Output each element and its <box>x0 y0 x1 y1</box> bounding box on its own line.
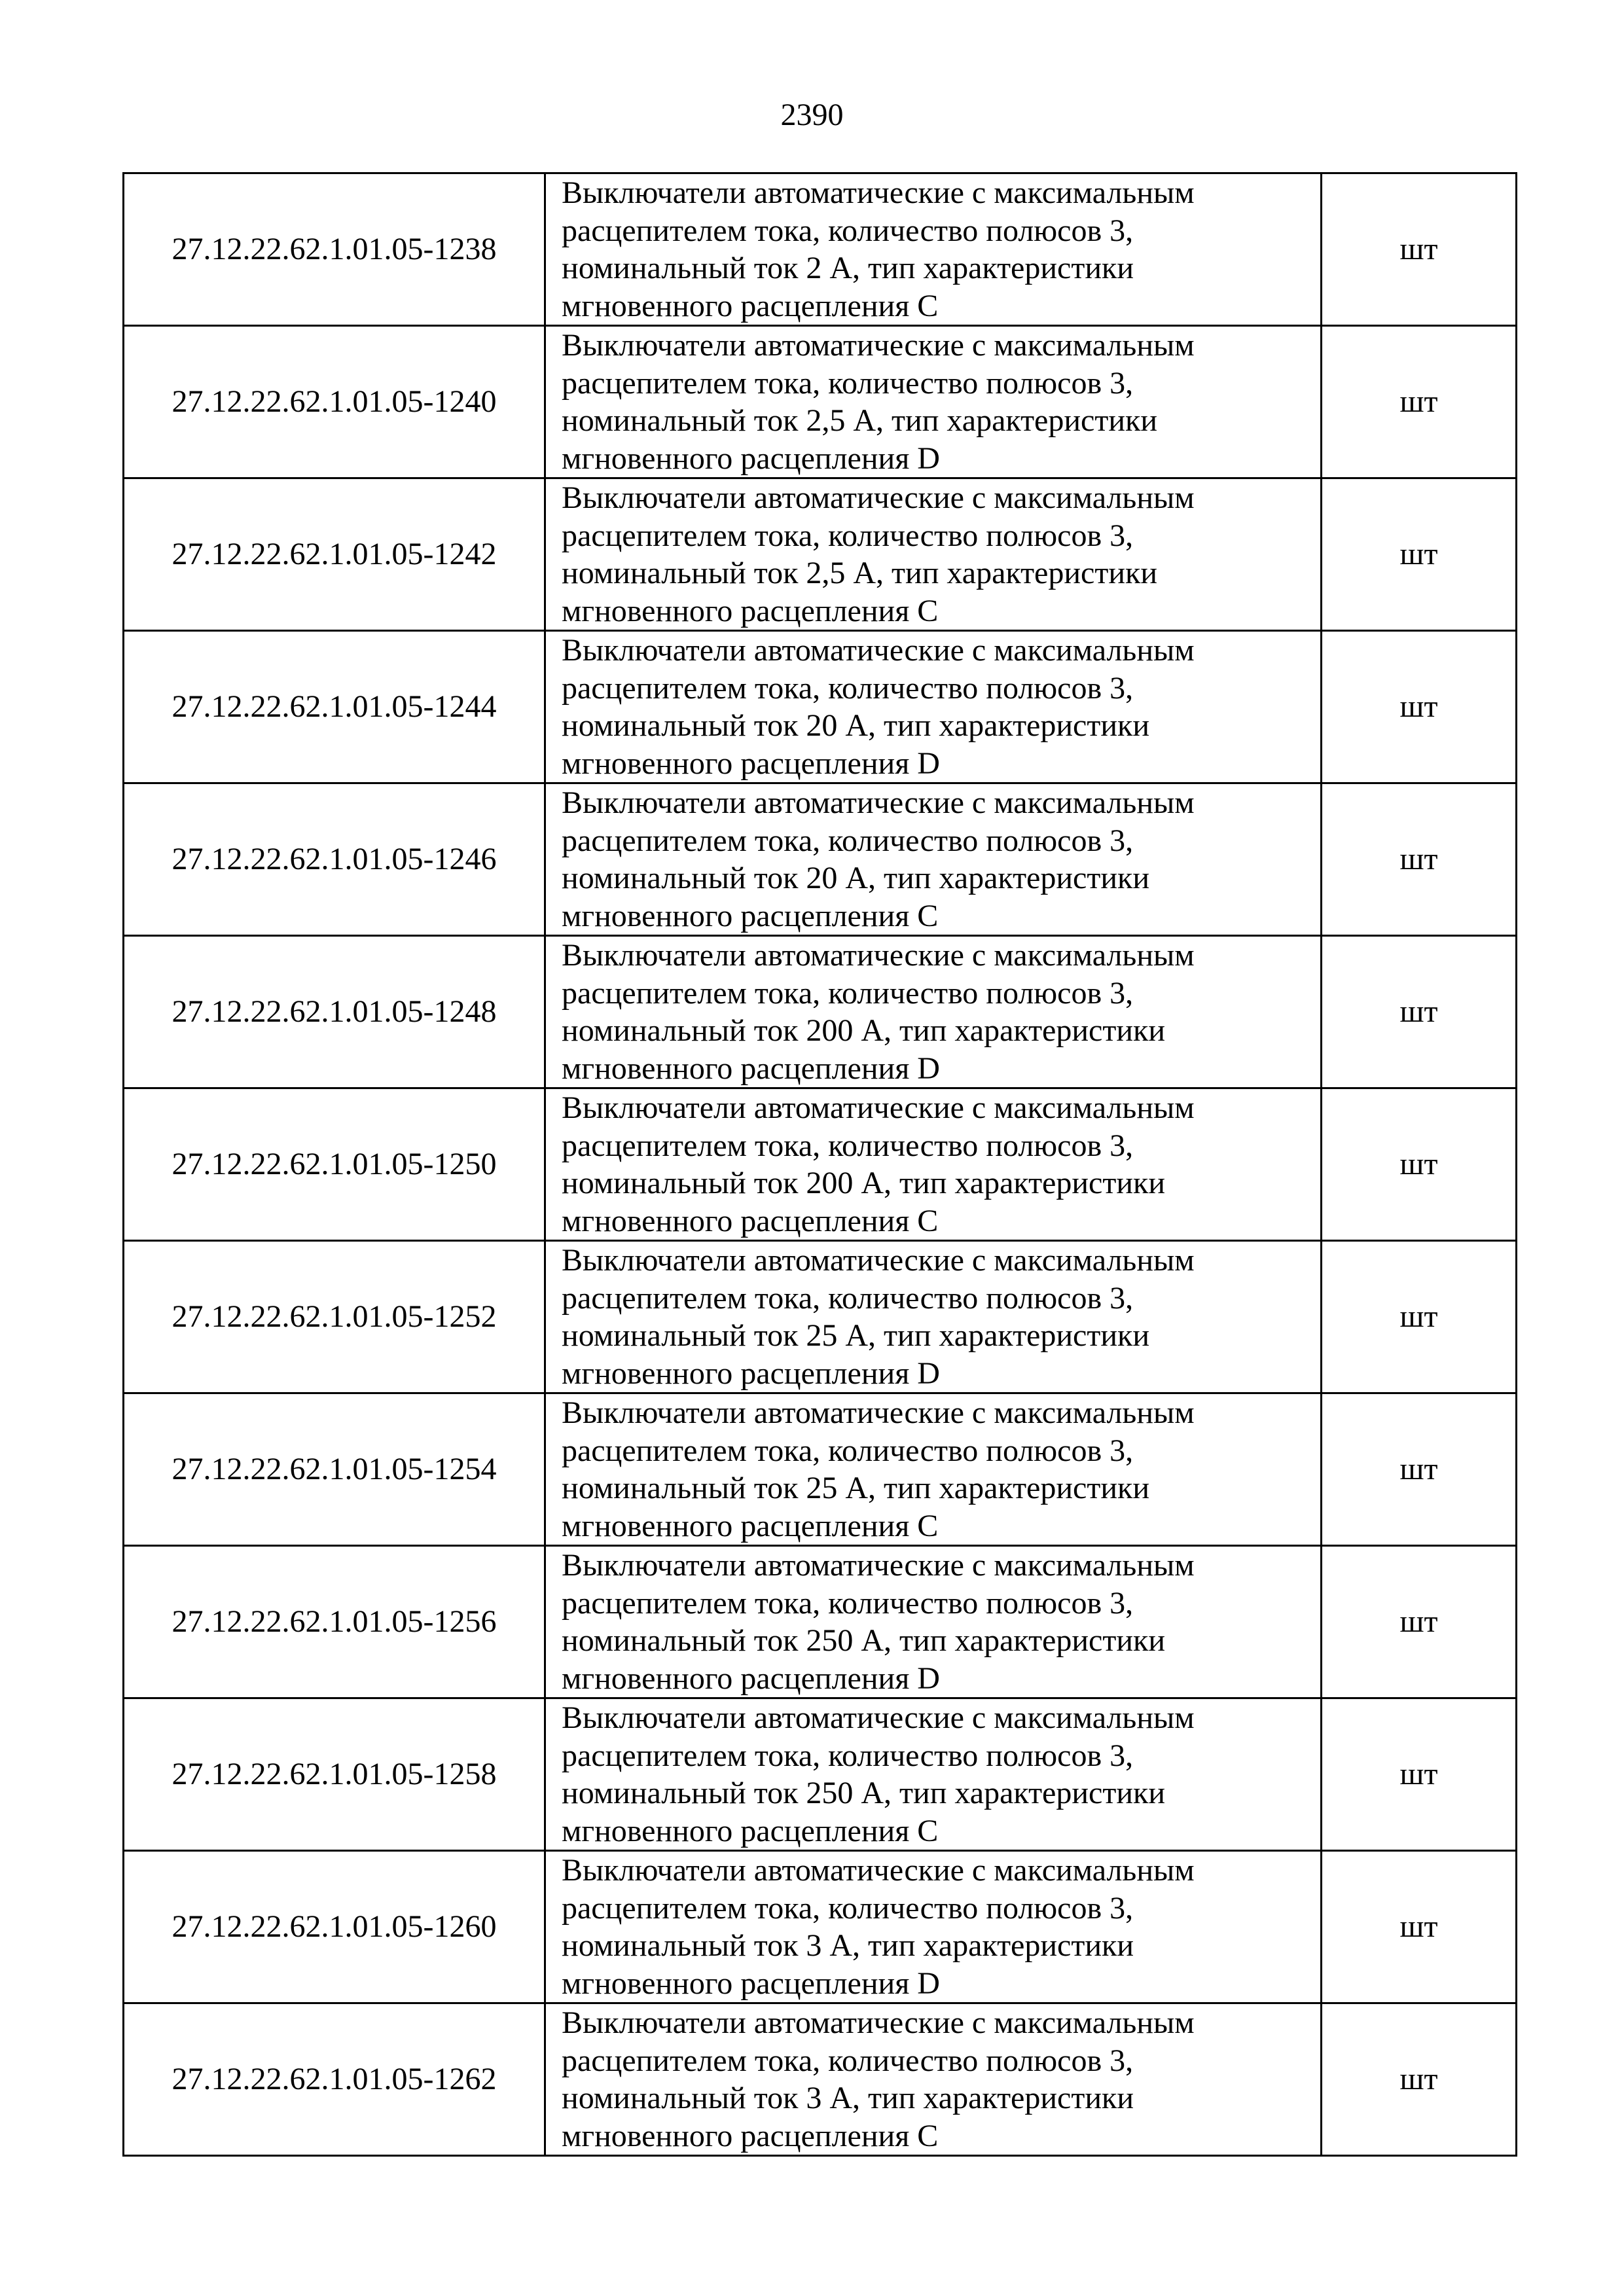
item-unit: шт <box>1322 1851 1517 2003</box>
item-code: 27.12.22.62.1.01.05-1252 <box>124 1241 545 1393</box>
item-code: 27.12.22.62.1.01.05-1262 <box>124 2003 545 2156</box>
item-description-line: мгновенного расцепления C <box>562 1813 939 1848</box>
item-description-line: мгновенного расцепления D <box>562 1050 940 1086</box>
item-description <box>545 1088 1322 1241</box>
item-unit: шт <box>1322 1241 1517 1393</box>
item-description-line: номинальный ток 3 А, тип характеристики <box>562 1928 1134 1963</box>
table-row <box>124 326 1517 478</box>
item-code: 27.12.22.62.1.01.05-1240 <box>124 326 545 478</box>
item-description-line: номинальный ток 25 А, тип характеристики <box>562 1471 1150 1505</box>
items-table <box>122 172 1517 2157</box>
item-code: 27.12.22.62.1.01.05-1242 <box>124 478 545 631</box>
item-description <box>545 936 1322 1088</box>
item-description-line: Выключатели автоматические с максимальным <box>562 1395 1195 1430</box>
item-description <box>545 478 1322 631</box>
item-description-line: Выключатели автоматические с максимальным <box>562 938 1195 973</box>
item-description <box>545 173 1322 326</box>
item-description-line: мгновенного расцепления C <box>562 1508 939 1543</box>
item-code: 27.12.22.62.1.01.05-1256 <box>124 1546 545 1698</box>
item-description <box>545 2003 1322 2156</box>
item-description-line: Выключатели автоматические с максимальным <box>562 1090 1195 1125</box>
table-row <box>124 1088 1517 1241</box>
item-description-line: номинальный ток 250 А, тип характеристики <box>562 1623 1166 1658</box>
item-code: 27.12.22.62.1.01.05-1244 <box>124 631 545 783</box>
table-row <box>124 478 1517 631</box>
item-unit: шт <box>1322 326 1517 478</box>
item-description <box>545 1241 1322 1393</box>
item-description-line: Выключатели автоматические с максимальным <box>562 785 1195 820</box>
item-unit: шт <box>1322 1546 1517 1698</box>
page-number: 2390 <box>780 98 844 132</box>
item-description-line: расцепителем тока, количество полюсов 3, <box>562 518 1134 553</box>
items-table-body <box>124 173 1517 2156</box>
item-description-line: расцепителем тока, количество полюсов 3, <box>562 975 1134 1011</box>
item-description-line: мгновенного расцепления C <box>562 288 939 323</box>
table-row <box>124 2003 1517 2156</box>
item-description-line: расцепителем тока, количество полюсов 3, <box>562 1738 1134 1773</box>
item-description-line: расцепителем тока, количество полюсов 3, <box>562 1890 1134 1926</box>
item-code: 27.12.22.62.1.01.05-1258 <box>124 1698 545 1851</box>
item-description-line: расцепителем тока, количество полюсов 3, <box>562 1433 1134 1468</box>
item-unit: шт <box>1322 1088 1517 1241</box>
table-row <box>124 1546 1517 1698</box>
item-description-line: Выключатели автоматические с максимальным <box>562 633 1195 668</box>
table-row <box>124 1851 1517 2003</box>
item-description <box>545 1546 1322 1698</box>
item-code: 27.12.22.62.1.01.05-1248 <box>124 936 545 1088</box>
item-unit: шт <box>1322 631 1517 783</box>
item-description-line: номинальный ток 20 А, тип характеристики <box>562 861 1150 895</box>
item-description <box>545 1851 1322 2003</box>
item-description-line: номинальный ток 20 А, тип характеристики <box>562 708 1150 743</box>
item-unit: шт <box>1322 783 1517 936</box>
item-description-line: мгновенного расцепления C <box>562 898 939 933</box>
item-description-line: мгновенного расцепления D <box>562 1355 940 1391</box>
item-code: 27.12.22.62.1.01.05-1238 <box>124 173 545 326</box>
item-unit: шт <box>1322 1393 1517 1546</box>
item-description-line: расцепителем тока, количество полюсов 3, <box>562 365 1134 401</box>
item-unit: шт <box>1322 173 1517 326</box>
item-description-line: Выключатели автоматические с максимальным <box>562 2005 1195 2040</box>
item-description <box>545 326 1322 478</box>
item-description-line: мгновенного расцепления D <box>562 440 940 476</box>
table-row <box>124 173 1517 326</box>
table-row <box>124 1241 1517 1393</box>
item-code: 27.12.22.62.1.01.05-1260 <box>124 1851 545 2003</box>
table-row <box>124 631 1517 783</box>
item-description-line: Выключатели автоматические с максимальным <box>562 175 1195 210</box>
item-description <box>545 1393 1322 1546</box>
item-description <box>545 631 1322 783</box>
item-description-line: Выключатели автоматические с максимальным <box>562 1853 1195 1888</box>
item-unit: шт <box>1322 936 1517 1088</box>
item-description-line: мгновенного расцепления D <box>562 745 940 781</box>
item-code: 27.12.22.62.1.01.05-1246 <box>124 783 545 936</box>
item-description-line: номинальный ток 25 А, тип характеристики <box>562 1318 1150 1353</box>
item-description-line: номинальный ток 200 А, тип характеристики <box>562 1166 1166 1200</box>
item-description-line: мгновенного расцепления C <box>562 2118 939 2153</box>
item-code: 27.12.22.62.1.01.05-1250 <box>124 1088 545 1241</box>
table-row <box>124 783 1517 936</box>
item-description-line: расцепителем тока, количество полюсов 3, <box>562 670 1134 706</box>
item-code: 27.12.22.62.1.01.05-1254 <box>124 1393 545 1546</box>
item-description-line: номинальный ток 2,5 А, тип характеристики <box>562 403 1158 438</box>
item-description-line: Выключатели автоматические с максимальным <box>562 480 1195 515</box>
item-description-line: мгновенного расцепления D <box>562 1660 940 1696</box>
item-description-line: расцепителем тока, количество полюсов 3, <box>562 2043 1134 2078</box>
item-description-line: расцепителем тока, количество полюсов 3, <box>562 1128 1134 1163</box>
item-description-line: номинальный ток 2 А, тип характеристики <box>562 251 1134 285</box>
item-unit: шт <box>1322 478 1517 631</box>
item-description-line: номинальный ток 3 А, тип характеристики <box>562 2081 1134 2115</box>
item-description-line: номинальный ток 2,5 А, тип характеристики <box>562 556 1158 590</box>
item-description-line: Выключатели автоматические с максимальным <box>562 1548 1195 1583</box>
item-description-line: Выключатели автоматические с максимальным <box>562 1700 1195 1735</box>
table-row <box>124 936 1517 1088</box>
item-description-line: номинальный ток 250 А, тип характеристики <box>562 1776 1166 1810</box>
item-description-line: расцепителем тока, количество полюсов 3, <box>562 213 1134 248</box>
item-description-line: расцепителем тока, количество полюсов 3, <box>562 1585 1134 1621</box>
item-description-line: расцепителем тока, количество полюсов 3, <box>562 823 1134 858</box>
item-unit: шт <box>1322 2003 1517 2156</box>
item-description <box>545 783 1322 936</box>
table-row <box>124 1393 1517 1546</box>
item-description-line: Выключатели автоматические с максимальным <box>562 1243 1195 1278</box>
item-unit: шт <box>1322 1698 1517 1851</box>
item-description-line: мгновенного расцепления C <box>562 1203 939 1238</box>
item-description-line: расцепителем тока, количество полюсов 3, <box>562 1280 1134 1316</box>
item-description-line: Выключатели автоматические с максимальным <box>562 328 1195 363</box>
item-description-line: мгновенного расцепления C <box>562 593 939 628</box>
table-row <box>124 1698 1517 1851</box>
item-description-line: мгновенного расцепления D <box>562 1965 940 2001</box>
item-description-line: номинальный ток 200 А, тип характеристики <box>562 1013 1166 1048</box>
item-description <box>545 1698 1322 1851</box>
